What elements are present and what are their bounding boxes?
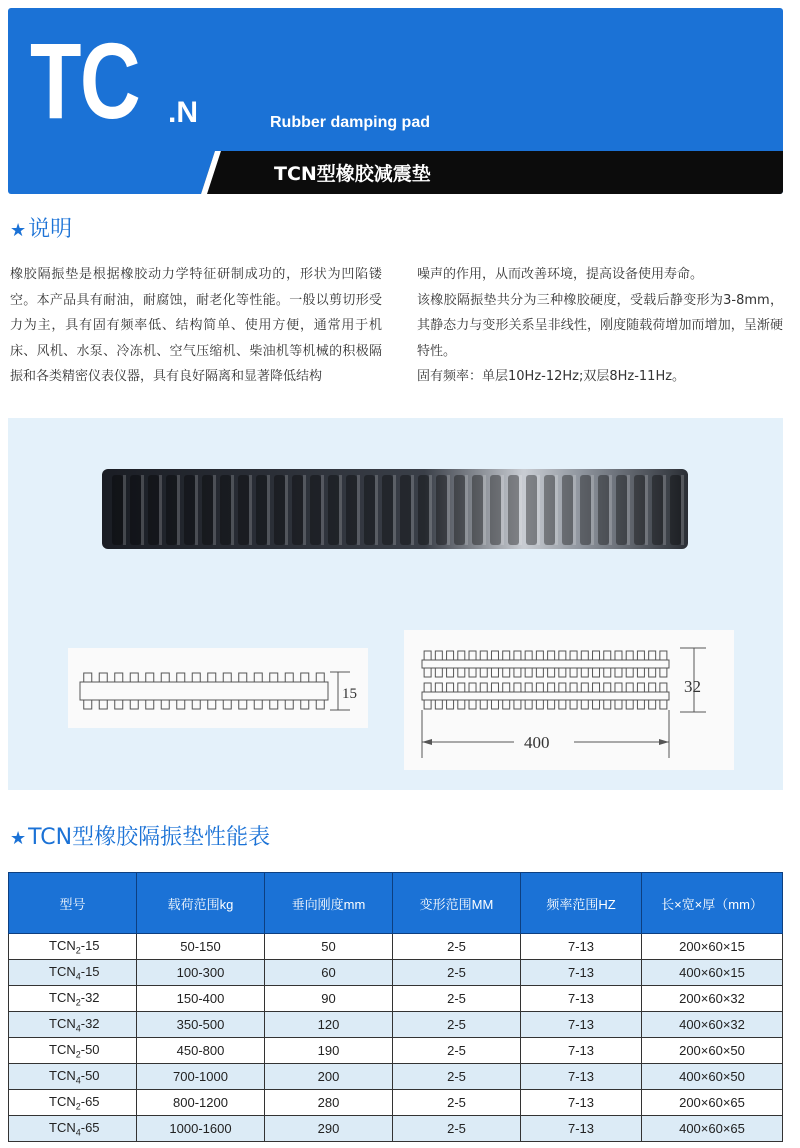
table-row	[9, 1116, 783, 1142]
description-left	[10, 262, 382, 390]
cell-load: 1000-1600	[137, 1116, 265, 1142]
cell-model	[9, 960, 137, 986]
cell-load: 700-1000	[137, 1064, 265, 1090]
mark-suffix: .N	[168, 96, 198, 129]
cell-freq: 7-13	[521, 1038, 642, 1064]
model-subscript: 2	[75, 1049, 81, 1060]
model-suffix: -15	[80, 963, 100, 979]
cell-model	[9, 1064, 137, 1090]
cell-load: 50-150	[137, 934, 265, 960]
cell-freq: 7-13	[521, 934, 642, 960]
description-paragraph: 该橡胶隔振垫共分为三种橡胶硬度，受载后静变形为3-8mm，其静态力与变形关系呈非线性，刚度随载荷增加而增加，呈渐硬特性。	[417, 292, 783, 359]
col-header-load: 载荷范围kg	[137, 873, 265, 934]
model-prefix: TCN	[49, 1093, 76, 1109]
description-right	[417, 262, 783, 390]
cell-model	[9, 1038, 137, 1064]
header-banner	[8, 8, 783, 194]
product-image-panel	[8, 418, 783, 790]
cell-stiffness: 60	[265, 960, 393, 986]
cell-size: 200×60×50	[642, 1038, 783, 1064]
cell-freq: 7-13	[521, 1090, 642, 1116]
col-header-deform: 变形范围MM	[393, 873, 521, 934]
model-suffix: -65	[80, 1119, 100, 1135]
description-paragraph: 噪声的作用，从而改善环境，提高设备使用寿命。	[417, 267, 704, 282]
section-title-text: 说明	[28, 217, 73, 242]
table-row	[9, 986, 783, 1012]
performance-table	[8, 872, 783, 1142]
model-prefix: TCN	[49, 937, 76, 953]
model-subscript: 4	[75, 1127, 81, 1138]
model-subscript: 4	[75, 1075, 81, 1086]
cell-stiffness: 50	[265, 934, 393, 960]
cell-deform: 2-5	[393, 934, 521, 960]
double-layer-drawing	[404, 630, 734, 770]
cell-model	[9, 1090, 137, 1116]
double-thickness-label: 32	[684, 677, 701, 696]
description-paragraph: 橡胶隔振垫是根据橡胶动力学特征研制成功的，形状为凹陷镂空。本产品具有耐油，耐腐蚀，耐老化等性能。一般以剪切形受力为主，具有固有频率低、结构简单、使用方便，通常用于机床、风机、水泵、冷冻机、空气压缩机、柴油机等机械的积极隔振和各类精密仪表仪器，具有良好隔离和显著降低结构	[10, 267, 382, 384]
model-prefix: TCN	[49, 1067, 76, 1083]
model-prefix: TCN	[49, 989, 76, 1005]
model-subscript: 2	[75, 997, 81, 1008]
cell-stiffness: 290	[265, 1116, 393, 1142]
cell-stiffness: 280	[265, 1090, 393, 1116]
cell-size: 200×60×32	[642, 986, 783, 1012]
cell-deform: 2-5	[393, 1012, 521, 1038]
model-suffix: -50	[80, 1067, 100, 1083]
big-mark: TC	[30, 20, 140, 141]
model-prefix: TCN	[49, 1015, 76, 1031]
single-layer-drawing	[68, 648, 368, 728]
table-row	[9, 1090, 783, 1116]
section-title-description	[10, 212, 72, 243]
length-label: 400	[524, 733, 550, 752]
model-suffix: -50	[80, 1041, 100, 1057]
cell-stiffness: 190	[265, 1038, 393, 1064]
cell-model	[9, 986, 137, 1012]
table-row	[9, 960, 783, 986]
cell-deform: 2-5	[393, 1064, 521, 1090]
table-row	[9, 1038, 783, 1064]
model-subscript: 4	[75, 1023, 81, 1034]
cell-size: 200×60×15	[642, 934, 783, 960]
cell-stiffness: 90	[265, 986, 393, 1012]
cell-load: 350-500	[137, 1012, 265, 1038]
cell-load: 150-400	[137, 986, 265, 1012]
col-header-model: 型号	[9, 873, 137, 934]
star-icon: ★	[10, 828, 27, 849]
cell-deform: 2-5	[393, 1090, 521, 1116]
model-prefix: TCN	[49, 1119, 76, 1135]
cell-size: 400×60×15	[642, 960, 783, 986]
cell-size: 400×60×65	[642, 1116, 783, 1142]
cell-freq: 7-13	[521, 1012, 642, 1038]
model-subscript: 2	[75, 945, 81, 956]
cell-size: 400×60×32	[642, 1012, 783, 1038]
cell-load: 800-1200	[137, 1090, 265, 1116]
cell-size: 200×60×65	[642, 1090, 783, 1116]
star-icon: ★	[10, 220, 27, 241]
model-suffix: -32	[80, 1015, 100, 1031]
cell-load: 100-300	[137, 960, 265, 986]
subtitle-en: Rubber damping pad	[270, 114, 430, 131]
cell-load: 450-800	[137, 1038, 265, 1064]
cell-freq: 7-13	[521, 960, 642, 986]
cell-freq: 7-13	[521, 986, 642, 1012]
cell-deform: 2-5	[393, 1116, 521, 1142]
table-row	[9, 1064, 783, 1090]
cell-stiffness: 120	[265, 1012, 393, 1038]
cell-model	[9, 1012, 137, 1038]
model-prefix: TCN	[49, 1041, 76, 1057]
cell-freq: 7-13	[521, 1064, 642, 1090]
rubber-pad-photo	[102, 465, 688, 551]
model-suffix: -65	[80, 1093, 100, 1109]
table-row	[9, 1012, 783, 1038]
cell-stiffness: 200	[265, 1064, 393, 1090]
col-header-size: 长×宽×厚（mm）	[642, 873, 783, 934]
cell-deform: 2-5	[393, 986, 521, 1012]
section-title-table	[10, 820, 270, 851]
section-title-text: TCN型橡胶隔振垫性能表	[28, 825, 271, 850]
table-row	[9, 934, 783, 960]
model-prefix: TCN	[49, 963, 76, 979]
cell-deform: 2-5	[393, 1038, 521, 1064]
cell-model	[9, 934, 137, 960]
subtitle-cn: TCN型橡胶减震垫	[274, 163, 431, 185]
cell-model	[9, 1116, 137, 1142]
col-header-stiffness: 垂向刚度mm	[265, 873, 393, 934]
cell-deform: 2-5	[393, 960, 521, 986]
model-subscript: 2	[75, 1101, 81, 1112]
model-suffix: -32	[80, 989, 100, 1005]
col-header-freq: 频率范围HZ	[521, 873, 642, 934]
cell-size: 400×60×50	[642, 1064, 783, 1090]
description-paragraph: 固有频率：单层10Hz-12Hz;双层8Hz-11Hz。	[417, 369, 686, 384]
model-subscript: 4	[75, 971, 81, 982]
table-header-row	[9, 873, 783, 934]
cell-freq: 7-13	[521, 1116, 642, 1142]
single-thickness-label: 15	[342, 686, 357, 702]
model-suffix: -15	[80, 937, 100, 953]
